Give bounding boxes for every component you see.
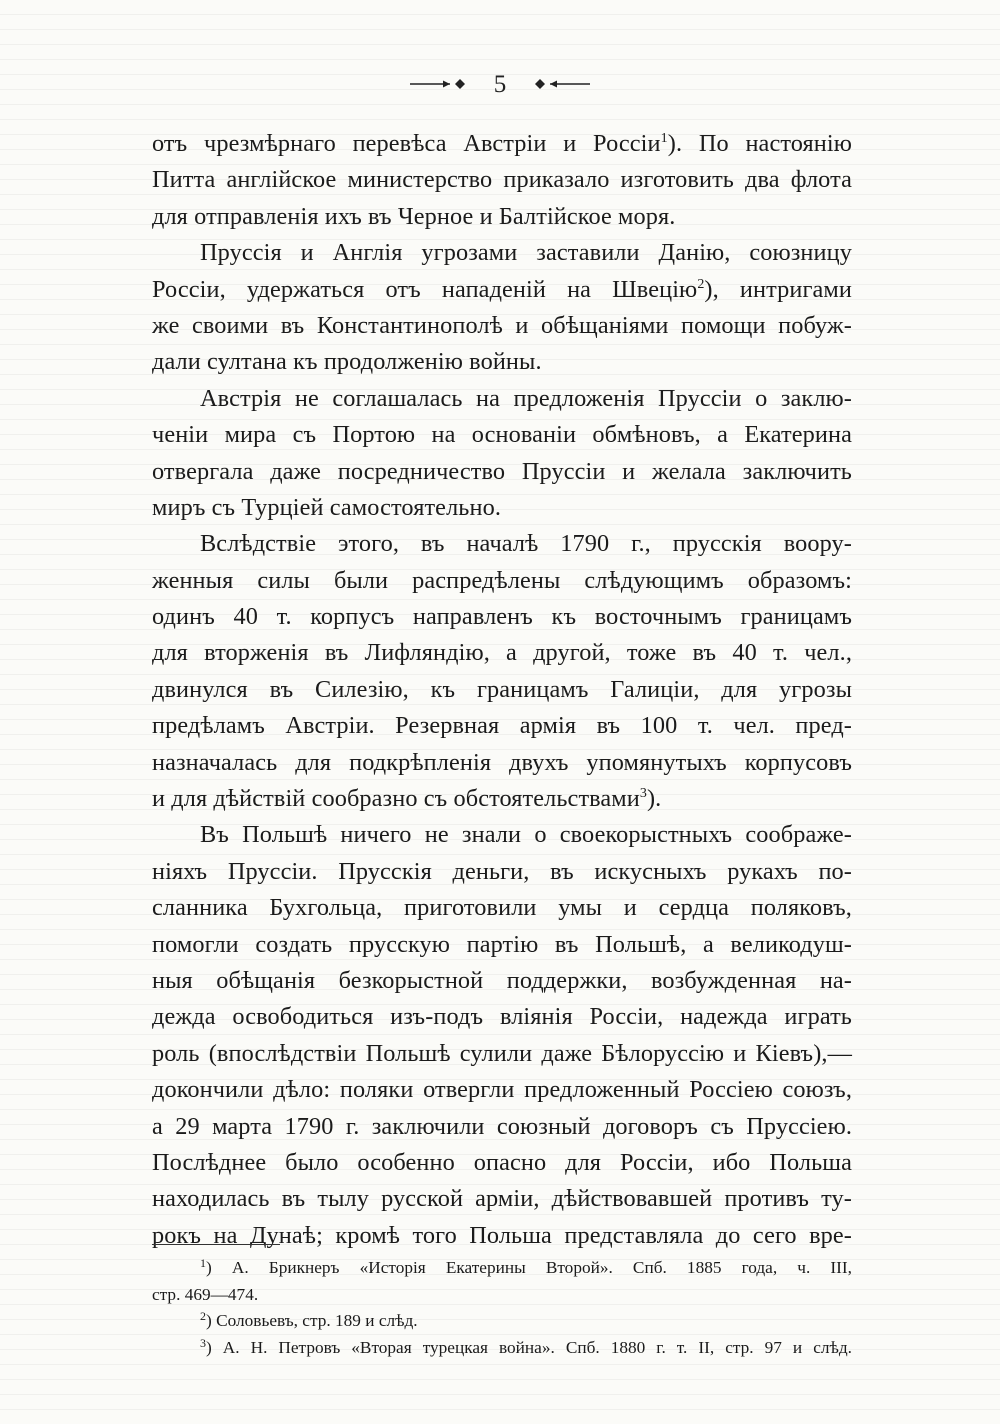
text-line: Россіи, удержаться отъ нападеній на Швецію$^2$), интригами — [152, 275, 852, 303]
text-line: отъ чрезмѣрнаго перевѣса Австріи и Россіи$^1$). По настоянію — [152, 130, 852, 157]
footnote-ref: 2 — [697, 276, 705, 292]
text-line: дежда освободиться изъ-подъ вліянія Россіи, надежда играть — [152, 1003, 852, 1031]
text-line: двинулся въ Силезію, къ границамъ Галиціи, для угрозы — [152, 675, 852, 703]
text-line: докончили дѣло: поляки отвергли предложенный Россіею союзъ, — [152, 1076, 852, 1104]
footnotes — [152, 1255, 852, 1361]
text-line: ніяхъ Пруссіи. Прусскія деньги, въ искусныхъ рукахъ по- — [152, 857, 852, 885]
footnote-ref: 1 — [660, 131, 668, 146]
text-line: а 29 марта 1790 г. заключили союзный договоръ съ Пруссіею. — [152, 1112, 852, 1140]
text-line: сланника Бухгольца, приготовили умы и сердца поляковъ, — [152, 894, 852, 922]
text-line: роль (впослѣдствіи Польшѣ сулили даже Бѣлоруссію и Кіевъ),— — [152, 1039, 852, 1067]
footnote-line: $^1$) А. Брикнеръ «Исторія Екатерины Второй». Спб. 1885 года, ч. III, — [200, 1256, 852, 1277]
footnote-divider — [152, 1244, 280, 1245]
footnote-line: $^2$) Соловьевъ, стр. 189 и слѣд. — [200, 1309, 418, 1330]
footnote-3 — [152, 1335, 852, 1362]
text-line: женныя силы были распредѣлены слѣдующимъ образомъ: — [152, 566, 852, 594]
page-header — [0, 66, 1000, 102]
text-line: назначалась для подкрѣпленія двухъ упомянутыхъ корпусовъ — [152, 748, 852, 776]
text-line: ныя обѣщанія безкорыстной поддержки, возбужденная на- — [152, 966, 852, 994]
text-line: рокъ на Дунаѣ; кромѣ того Польша представляла до сего вре- — [152, 1221, 852, 1249]
footnote-mark: 2 — [200, 1309, 206, 1323]
paragraph — [152, 526, 852, 817]
text-line: отвергала даже посредничество Пруссіи и желала заключить — [152, 457, 852, 485]
text-line: миръ съ Турціей самостоятельно. — [152, 493, 501, 521]
footnote-2 — [152, 1308, 852, 1335]
text-line: Въ Польшѣ ничего не знали о своекорыстныхъ соображе- — [200, 821, 852, 849]
footnote-mark: 1 — [200, 1256, 206, 1270]
footnote-1 — [152, 1255, 852, 1308]
text-line: помогли создать прусскую партію въ Польшѣ, а великодуш- — [152, 930, 852, 958]
text-line: Австрія не соглашалась на предложенія Пруссіи о заклю- — [200, 384, 852, 412]
paragraph — [152, 235, 852, 381]
text-line: для отправленія ихъ въ Черное и Балтійское моря. — [152, 202, 676, 230]
page-number: 5 — [493, 70, 507, 98]
text-line: Послѣднее было особенно опасно для Россіи, ибо Польша — [152, 1148, 852, 1176]
text-line: дали султана къ продолженію войны. — [152, 348, 542, 376]
footnote-line: стр. 469—474. — [152, 1284, 259, 1304]
text-line: ченіи мира съ Портою на основаніи обмѣновъ, а Екатерина — [152, 421, 852, 449]
text-line: предѣламъ Австріи. Резервная армія въ 100 т. чел. пред- — [152, 712, 852, 740]
text-line: и для дѣйствій сообразно съ обстоятельствами$^3$). — [152, 785, 662, 813]
paragraph — [152, 126, 852, 235]
text-line: Пруссія и Англія угрозами заставили Данію, союзницу — [200, 239, 852, 267]
left-ornament-icon — [410, 78, 468, 90]
paragraph — [152, 381, 852, 527]
text-line: для вторженія въ Лифляндію, а другой, тоже въ 40 т. чел., — [152, 639, 852, 667]
text-line: Вслѣдствіе этого, въ началѣ 1790 г., прусскія воору- — [200, 530, 852, 558]
footnote-mark: 3 — [200, 1335, 206, 1350]
text-line: же своими въ Константинополѣ и обѣщаніями помощи побуж- — [152, 311, 852, 339]
paragraph — [152, 817, 852, 1254]
footnote-ref: 3 — [639, 786, 647, 802]
footnote-line: $^3$) А. Н. Петровъ «Вторая турецкая война». Спб. 1880 г. т. II, стр. 97 и слѣд. — [200, 1335, 852, 1357]
text-line: одинъ 40 т. корпусъ направленъ къ восточнымъ границамъ — [152, 603, 852, 631]
main-text — [152, 126, 852, 1254]
text-line: Питта англійское министерство приказало изготовить два флота — [152, 166, 852, 194]
text-line: находилась въ тылу русской арміи, дѣйствовавшей противъ ту- — [152, 1185, 852, 1213]
right-ornament-icon — [532, 78, 590, 90]
